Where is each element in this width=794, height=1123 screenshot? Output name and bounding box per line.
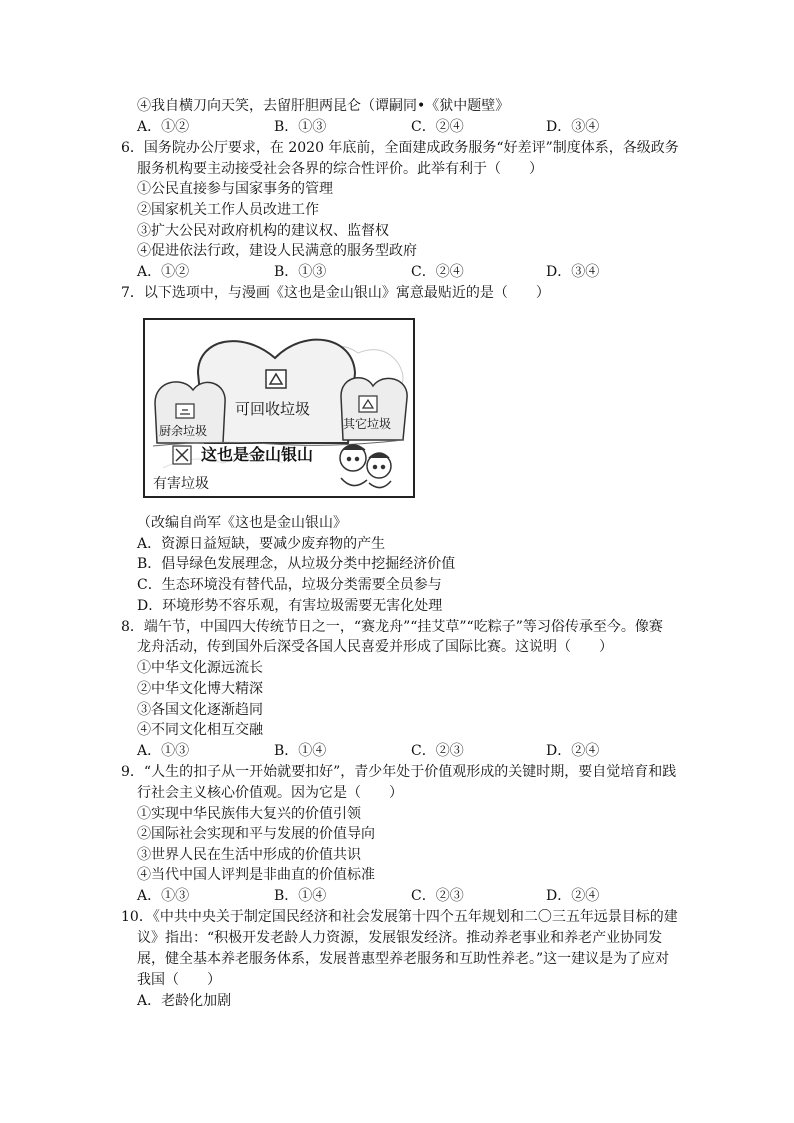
q10-option-a: A．老龄化加剧 bbox=[137, 993, 232, 1009]
cartoon-caption: 这也是金山银山 bbox=[201, 445, 314, 464]
q8-stem-line-2: 龙舟活动，传到国外后深受各国人民喜爱并形成了国际比赛。这说明（ ） bbox=[137, 639, 613, 655]
q8-item-4: ④不同文化相互交融 bbox=[137, 722, 263, 738]
kitchen-waste-icon bbox=[176, 404, 194, 418]
q8-option-c: C．②③ bbox=[411, 743, 464, 759]
q6-option-d: D．③④ bbox=[546, 264, 600, 280]
q6-option-a: A．①② bbox=[137, 264, 190, 280]
q10-stem-line-2: 议》指出：“积极开发老龄人力资源，发展银发经济。推动养老事业和养老产业协同发 bbox=[137, 930, 663, 946]
q5-option-d: D．③④ bbox=[546, 119, 600, 135]
q5-item-4: ④我自横刀向天笑，去留肝胆两昆仑（谭嗣同•《狱中题壁》 bbox=[137, 98, 510, 114]
q8-item-1: ①中华文化源远流长 bbox=[137, 660, 263, 676]
q7-option-b: B．倡导绿色发展理念，从垃圾分类中挖掘经济价值 bbox=[137, 556, 456, 572]
q8-stem-line-1: 8．端午节，中国四大传统节日之一，“赛龙舟”“挂艾草”“吃粽子”等习俗传承至今。像赛 bbox=[121, 619, 663, 635]
q6-item-3: ③扩大公民对政府机构的建议权、监督权 bbox=[137, 223, 389, 239]
q9-option-d: D．②④ bbox=[546, 888, 600, 904]
recyclable-label: 可回收垃圾 bbox=[235, 400, 311, 418]
q5-option-a: A．①② bbox=[137, 119, 190, 135]
kitchen-waste-label: 厨余垃圾 bbox=[159, 424, 208, 438]
q8-item-3: ③各国文化逐渐趋同 bbox=[137, 702, 263, 718]
q6-option-c: C．②④ bbox=[411, 264, 464, 280]
q9-option-a: A．①③ bbox=[137, 888, 190, 904]
q7-source: （改编自尚军《这也是金山银山》 bbox=[137, 515, 347, 531]
q6-item-1: ①公民直接参与国家事务的管理 bbox=[137, 181, 333, 197]
q8-option-a: A．①③ bbox=[137, 743, 190, 759]
q10-stem-line-3: 展，健全基本养老服务体系，发展普惠型养老服务和互助性养老。”这一建议是为了应对 bbox=[137, 951, 670, 967]
q7-option-d: D．环境形势不容乐观，有害垃圾需要无害化处理 bbox=[137, 598, 443, 614]
q9-item-3: ③世界人民在生活中形成的价值共识 bbox=[137, 847, 361, 863]
q6-item-2: ②国家机关工作人员改进工作 bbox=[137, 202, 319, 218]
q9-item-4: ④当代中国人评判是非曲直的价值标准 bbox=[137, 867, 375, 883]
hazardous-waste-label: 有害垃圾 bbox=[153, 476, 209, 492]
q8-item-2: ②中华文化博大精深 bbox=[137, 681, 263, 697]
garbage-sorting-cartoon bbox=[143, 318, 415, 498]
q7-option-a: A．资源日益短缺，要减少废弃物的产生 bbox=[137, 536, 386, 552]
q9-item-2: ②国际社会实现和平与发展的价值导向 bbox=[137, 826, 375, 842]
q9-item-1: ①实现中华民族伟大复兴的价值引领 bbox=[137, 806, 361, 822]
q9-option-b: B．①④ bbox=[274, 888, 327, 904]
q8-option-b: B．①④ bbox=[274, 743, 327, 759]
q5-option-b: B．①③ bbox=[274, 119, 327, 135]
q10-stem-line-1: 10．《中共中央关于制定国民经济和社会发展第十四个五年规划和二〇三五年远景目标的建 bbox=[121, 909, 678, 925]
other-waste-label: 其它垃圾 bbox=[343, 417, 392, 431]
q8-option-d: D．②④ bbox=[546, 743, 600, 759]
other-waste-icon bbox=[359, 396, 377, 412]
q7-stem: 7．以下选项中，与漫画《这也是金山银山》寓意最贴近的是（ ） bbox=[121, 285, 550, 301]
q9-stem-line-1: 9．“人生的扣子从一开始就要扣好”，青少年处于价值观形成的关键时期，要自觉培育和践 bbox=[121, 764, 677, 780]
q6-stem-line-1: 6．国务院办公厅要求，在 2020 年底前，全面建成政务服务“好差评”制度体系，各级政务 bbox=[121, 140, 679, 156]
q10-stem-line-4: 我国（ ） bbox=[137, 972, 221, 988]
q6-stem-line-2: 服务机构要主动接受社会各界的综合性评价。此举有利于（ ） bbox=[137, 161, 543, 177]
q9-stem-line-2: 行社会主义核心价值观。因为它是（ ） bbox=[137, 785, 403, 801]
q5-option-c: C．②④ bbox=[411, 119, 464, 135]
q6-item-4: ④促进依法行政，建设人民满意的服务型政府 bbox=[137, 243, 417, 259]
q9-option-c: C．②③ bbox=[411, 888, 464, 904]
q6-option-b: B．①③ bbox=[274, 264, 327, 280]
q7-option-c: C．生态环境没有替代品，垃圾分类需要全员参与 bbox=[137, 577, 442, 593]
